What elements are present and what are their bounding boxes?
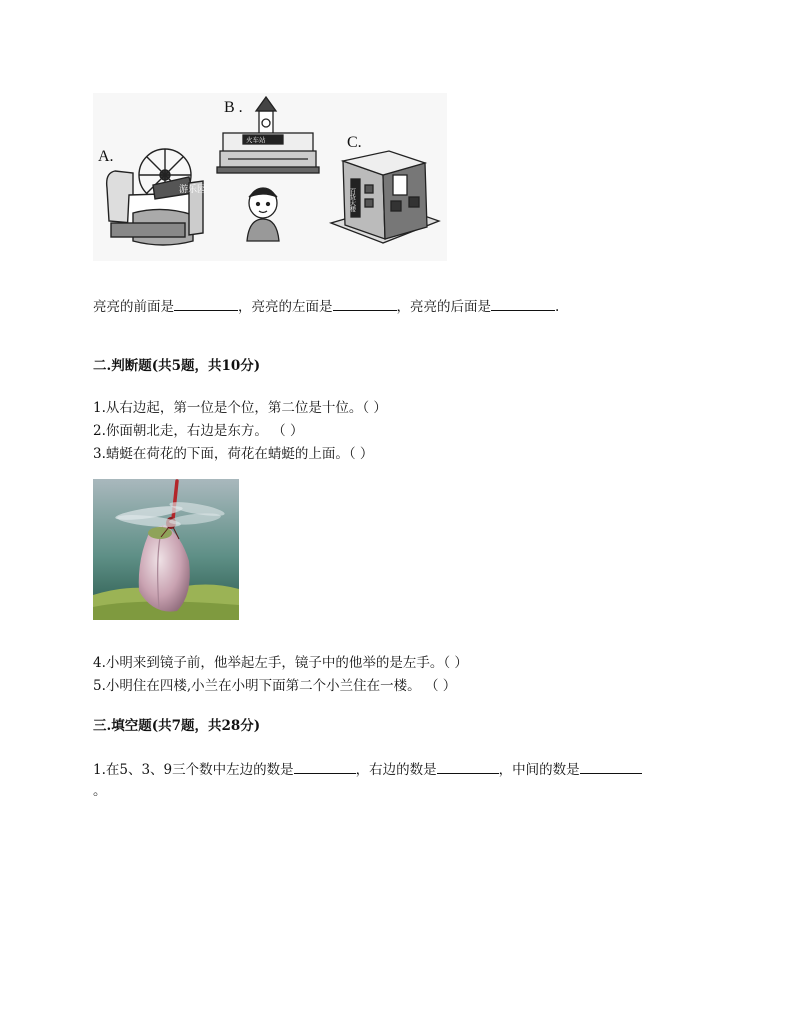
section-2-title: 二.判断题(共5题，共10分) xyxy=(93,358,261,374)
store-sign: 百货大楼 xyxy=(348,188,356,212)
question-text-part: ，中间的数是 xyxy=(498,762,580,778)
fill-blank-question-1 xyxy=(93,761,642,779)
option-c-label: C. xyxy=(347,134,362,151)
true-false-item-1: 1.从右边起，第一位是个位，第二位是十位。（ ） xyxy=(93,400,387,416)
question-text-part: . xyxy=(555,299,560,315)
station-sign: 火车站 xyxy=(246,136,266,144)
answer-blank[interactable] xyxy=(294,761,356,774)
direction-illustration xyxy=(93,93,447,261)
illustration-svg xyxy=(93,93,447,261)
true-false-item-2: 2.你面朝北走，右边是东方。 （ ） xyxy=(93,423,304,439)
answer-blank[interactable] xyxy=(174,298,238,311)
question-text-part: 亮亮的前面是 xyxy=(93,299,174,315)
section-3-title: 三.填空题(共7题，共28分) xyxy=(93,718,261,734)
photo-svg xyxy=(93,479,239,620)
answer-blank[interactable] xyxy=(333,298,397,311)
answer-blank[interactable] xyxy=(580,761,642,774)
question-text-part: 1.在5、3、9三个数中左边的数是 xyxy=(93,762,294,778)
question-text-part: ，右边的数是 xyxy=(355,762,437,778)
true-false-item-4: 4.小明来到镜子前，他举起左手，镜子中的他举的是左手。（ ） xyxy=(93,655,468,671)
option-b-label: B . xyxy=(224,99,243,116)
option-a-label: A. xyxy=(98,148,114,165)
question-end-mark: 。 xyxy=(93,783,107,799)
true-false-item-5: 5.小明住在四楼,小兰在小明下面第二个小兰住在一楼。 （ ） xyxy=(93,678,457,694)
question-text-part: ，亮亮的后面是 xyxy=(396,299,491,315)
answer-blank[interactable] xyxy=(491,298,555,311)
true-false-item-3: 3.蜻蜓在荷花的下面，荷花在蜻蜓的上面。（ ） xyxy=(93,446,374,462)
dragonfly-lotus-photo xyxy=(93,479,239,620)
question-text-part: ，亮亮的左面是 xyxy=(238,299,333,315)
answer-blank[interactable] xyxy=(437,761,499,774)
question-position-line xyxy=(93,298,559,316)
amusement-sign: 游乐园 xyxy=(179,185,207,195)
